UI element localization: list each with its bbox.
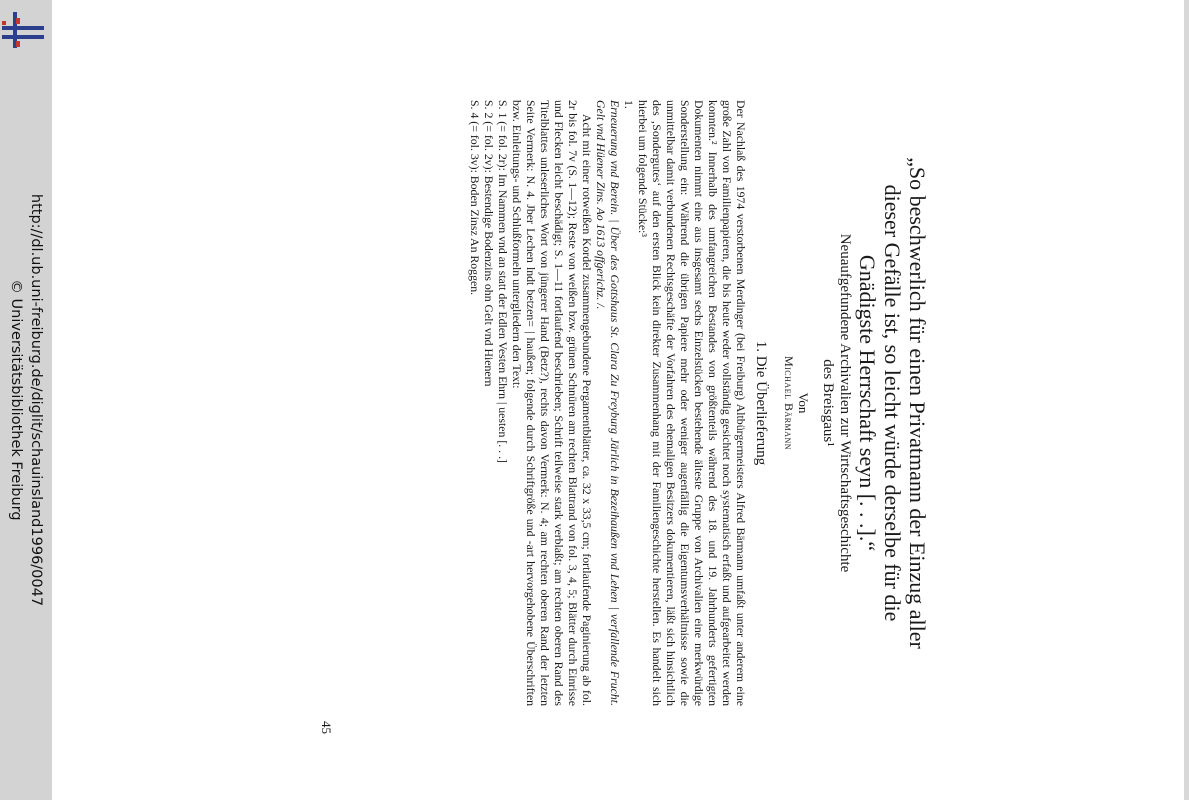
item-number: 1. [622, 100, 636, 109]
viewer-sidebar [0, 0, 52, 800]
structure-line-2: S. 2 (= fol. 2v): Bestendige Bodenzins ohn Gelt vnd Hienern [482, 100, 496, 387]
paragraph-2: Acht mit einer rotweißen Kordel zusammengebundene Pergamentblätter, ca. 32 x 33,5 cm; fortlaufende Paginierung ab fol. 2r bis fol. 7v (S. 1—12); Reste von weißen bzw. grünen Schnüren am rechten Blattrand von fol. 3, 4, 5; Blätter durch Einrisse und Flecken leicht beschädigt; S. 1—11 fortlaufend beschrieben; Schrift teilweise stark verblaßt; am rechten oberen Rand des Titelblattes unleserliches Wort von jüngerer Hand (Betz?), rechts davon Vermerk: N. 4; am rechten oberen Rand der letzten Seite Vermerk: N. 4. Jber Lechen lndt betzen= | haußen; folgende durch Schriftgröße und -art hervorgehobene Überschriften bzw. Einleitungs- und Schlußformeln untergliedern den Text: [510, 100, 594, 706]
title-line-2: dieser Gefälle ist, so leicht würde derselbe für die [880, 184, 905, 622]
author-name: Michael Bärmann [782, 355, 796, 451]
section-heading: 1. Die Überlieferung [753, 340, 769, 466]
structure-line-3: S. 4 (= fol. 3v): Boden Zinsz An Roggen. [468, 100, 482, 296]
paragraph-1: Der Nachlaß des 1974 verstorbenen Merdinger (bei Freiburg) Altbürgermeisters Alfred Bärmann umfaßt unter anderem eine große Zahl von Familienpapieren, die bis heute weder vollständig gesichtet noch systematisch erfaßt und aufgearbeitet werden konnten.² Innerhalb des umfangreichen Bestandes von größtenteils während des 18. und 19. Jahrhunderts gefertigten Dokumenten nimmt eine aus insgesamt sechs Einzelstücken bestehende älteste Gruppe von Archivalien eine merkwürdige Sonderstellung ein: Während die übrigen Papiere mehr oder weniger augenfällig die Eigentumsverhältnisse sowie die unmittelbar damit verbundenen Rechtsgeschäfte der Vorfahren des ehemaligen Besitzers dokumentieren, läßt sich hinsichtlich des ‚Sondergutes‘ auf den ersten Blick kein direkter Zusammenhang mit der Familiengeschichte herstellen. Es handelt sich hierbei um folgende Stücke:³ [636, 100, 748, 706]
subtitle-line-2: des Breisgaus¹ [820, 359, 836, 447]
scanned-page [210, 60, 930, 740]
byline: Von [796, 392, 811, 414]
sidebar-caption [6, 0, 46, 800]
scrollbar-track[interactable] [1184, 0, 1189, 800]
article-body [468, 100, 748, 706]
subtitle-line-1: Neuaufgefundene Archivalien zur Wirtschaftsgeschichte [837, 233, 853, 573]
source-url[interactable]: http://dl.ub.uni-freiburg.de/diglit/schauinsland1996/0047 [28, 193, 44, 607]
item-title: Erneuerung vnd Berein. | Über des Gottshaus St. Clara Zu Freyburg Järlich in Bezeihaußen vnd Lehen | verfallende Frucht. Gelt vnd Hüener Zins. Ao 1613 offgerichz. /. [594, 100, 622, 706]
title-line-1: „So beschwerlich für einen Privatmann der Einzug aller [905, 157, 930, 649]
title-line-3: Gnädigste Herrschaft seyn [. . .].“ [855, 254, 880, 552]
page-content [468, 100, 930, 706]
article-subtitle [819, 100, 853, 706]
structure-line-1: S. 1 (= fol. 2r): Im Nammen vnd an statt der Edlen Vesten Ehrn | uesten [. . .] [496, 100, 510, 463]
article-title [855, 100, 930, 706]
copyright-notice: © Universitätsbibliothek Freiburg [8, 279, 24, 521]
page-number: 45 [319, 721, 334, 734]
